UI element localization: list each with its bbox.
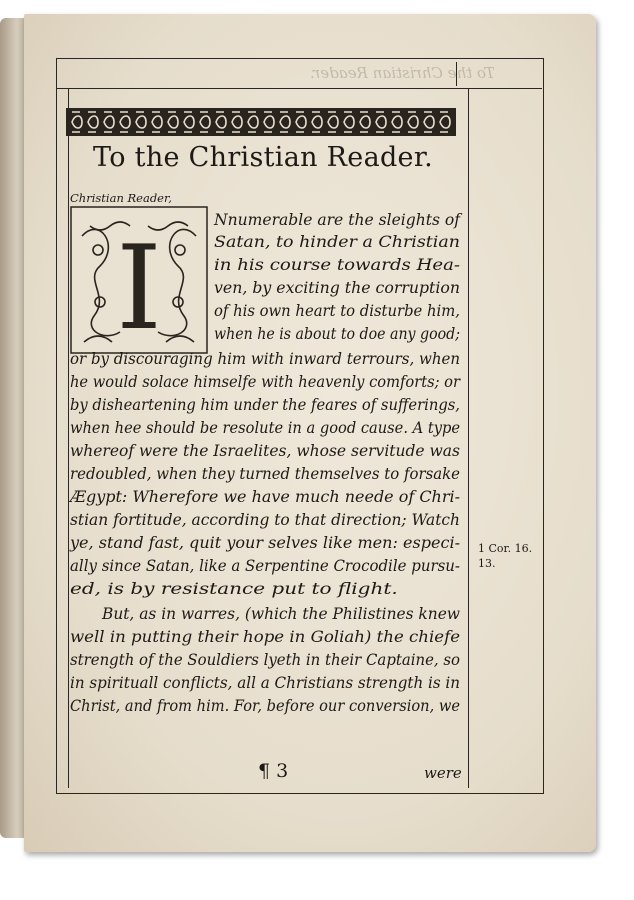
text-line: by disheartening him under the feares of sufferings, xyxy=(70,395,460,414)
text-line: well in putting their hope in Goliah) the chiefe xyxy=(70,627,460,646)
text-line: ye, stand fast, quit your selves like men: especi- xyxy=(70,533,460,552)
text-line: in his course towards Hea- xyxy=(214,255,460,274)
margin-reference-line: 1 Cor. 16. xyxy=(478,542,533,555)
text-line: stian fortitude, according to that direction; Watch xyxy=(70,510,460,529)
text-line: ven, by exciting the corruption xyxy=(214,278,460,297)
text-line: Satan, to hinder a Christian xyxy=(214,232,460,251)
text-line: Nnumerable are the sleights of xyxy=(214,210,460,229)
catchword: were xyxy=(424,764,462,782)
decorated-initial-letter xyxy=(70,206,208,354)
salutation-label: Christian Reader, xyxy=(70,191,172,205)
text-line: when he is about to doe any good; xyxy=(214,324,460,343)
frame-top-rule xyxy=(56,88,542,89)
bleed-through-running-head: To the Christian Reader. xyxy=(310,64,495,82)
text-line: he would solace himselfe with heavenly comforts; or xyxy=(70,372,460,391)
ornamental-headpiece xyxy=(66,108,456,136)
text-line: when hee should be resolute in a good cause. A type xyxy=(70,418,460,437)
page-title: To the Christian Reader. xyxy=(93,142,433,173)
text-line: in spirituall conflicts, all a Christians strength is in xyxy=(70,673,460,692)
text-line: ed, is by resistance put to flight. xyxy=(70,579,398,598)
margin-reference xyxy=(478,541,532,571)
text-line: of his own heart to disturbe him, xyxy=(214,301,460,320)
text-line: Christ, and from him. For, before our conversion, we xyxy=(70,696,460,715)
frame-margin-rule xyxy=(468,88,469,788)
text-line: strength of the Souldiers lyeth in their Captaine, so xyxy=(70,650,460,669)
text-line: whereof were the Israelites, whose servitude was xyxy=(70,441,460,460)
text-line: But, as in warres, (which the Philistines knew xyxy=(102,604,460,623)
text-line: or by discouraging him with inward terrours, when xyxy=(70,349,460,368)
frame-left-rule xyxy=(68,88,69,788)
text-line: ally since Satan, like a Serpentine Crocodile pursu- xyxy=(70,556,460,575)
signature-mark: ¶ 3 xyxy=(258,760,289,782)
text-line: redoubled, when they turned themselves to forsake xyxy=(70,464,460,483)
margin-reference-line: 13. xyxy=(478,557,496,570)
text-line: Ægypt: Wherefore we have much neede of Chri- xyxy=(70,487,460,506)
initial-glyph: I xyxy=(116,221,162,354)
header-tick-rule xyxy=(456,62,457,86)
